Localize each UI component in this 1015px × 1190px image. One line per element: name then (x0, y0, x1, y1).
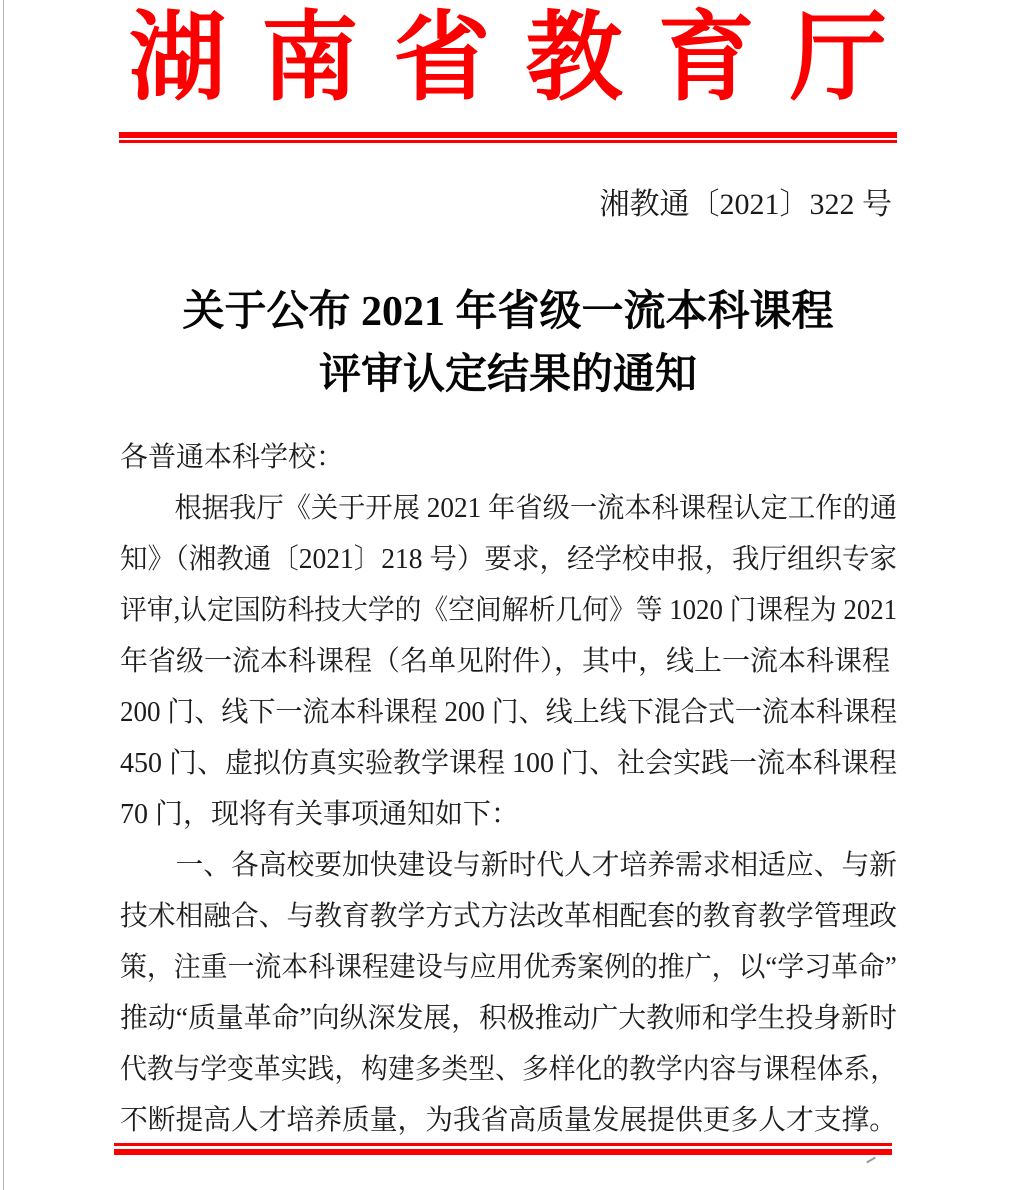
document-number: 湘教通〔2021〕322 号 (599, 188, 892, 221)
footer-divider-thin-bar (114, 1143, 892, 1146)
body-line: 技术相融合、与教育教学方式方法改革相配套的教育教学管理政 (120, 901, 898, 932)
letterhead-divider (119, 132, 897, 143)
letterhead-char: 湖 (129, 5, 226, 112)
letterhead-divider-thick-bar (119, 132, 897, 138)
letterhead-char: 南 (261, 5, 359, 112)
letterhead-char: 教 (525, 5, 623, 112)
body-line: 200 门、线下一流本科课程 200 门、线上线下混合式一流本科课程 (120, 697, 898, 728)
letterhead-char: 厅 (789, 5, 887, 112)
letterhead-char: 省 (393, 5, 491, 112)
body-line: 450 门、虚拟仿真实验教学课程 100 门、社会实践一流本科课程 (120, 748, 898, 779)
letterhead-agency-name (119, 5, 897, 116)
body-line: 70 门，现将有关事项通知如下： (120, 799, 520, 830)
body-line: 一、各高校要加快建设与新时代人才培养需求相适应、与新 (175, 850, 898, 881)
scan-edge-line (3, 0, 4, 1190)
body-line: 代教与学变革实践，构建多类型、多样化的教学内容与课程体系， (120, 1054, 898, 1085)
document-title-line1: 关于公布 2021 年省级一流本科课程 (182, 289, 834, 335)
letterhead-divider-thin-bar (119, 140, 897, 143)
body-line: 年省级一流本科课程（名单见附件），其中，线上一流本科课程 (120, 646, 891, 677)
letterhead-char: 育 (657, 5, 755, 112)
body-line: 评审,认定国防科技大学的《空间解析几何》等 1020 门课程为 2021 (120, 595, 898, 626)
body-line: 不断提高人才培养质量，为我省高质量发展提供更多人才支撑。 (120, 1105, 898, 1136)
document-title (119, 281, 897, 407)
salutation-line: 各普通本科学校： (120, 442, 345, 473)
footer-divider (114, 1143, 892, 1155)
body-line: 根据我厅《关于开展 2021 年省级一流本科课程认定工作的通 (174, 493, 898, 524)
page-number-mark (866, 1157, 876, 1164)
body-line: 知》（湘教通〔2021〕218 号）要求，经学校申报，我厅组织专家 (120, 544, 898, 575)
document-body (120, 432, 897, 1146)
body-line: 推动“质量革命”向纵深发展，积极推动广大教师和学生投身新时 (120, 1003, 897, 1034)
body-line: 策，注重一流本科课程建设与应用优秀案例的推广，以“学习革命” (120, 952, 897, 983)
document-title-line2: 评审认定结果的通知 (318, 352, 697, 398)
footer-divider-thick-bar (114, 1149, 892, 1155)
